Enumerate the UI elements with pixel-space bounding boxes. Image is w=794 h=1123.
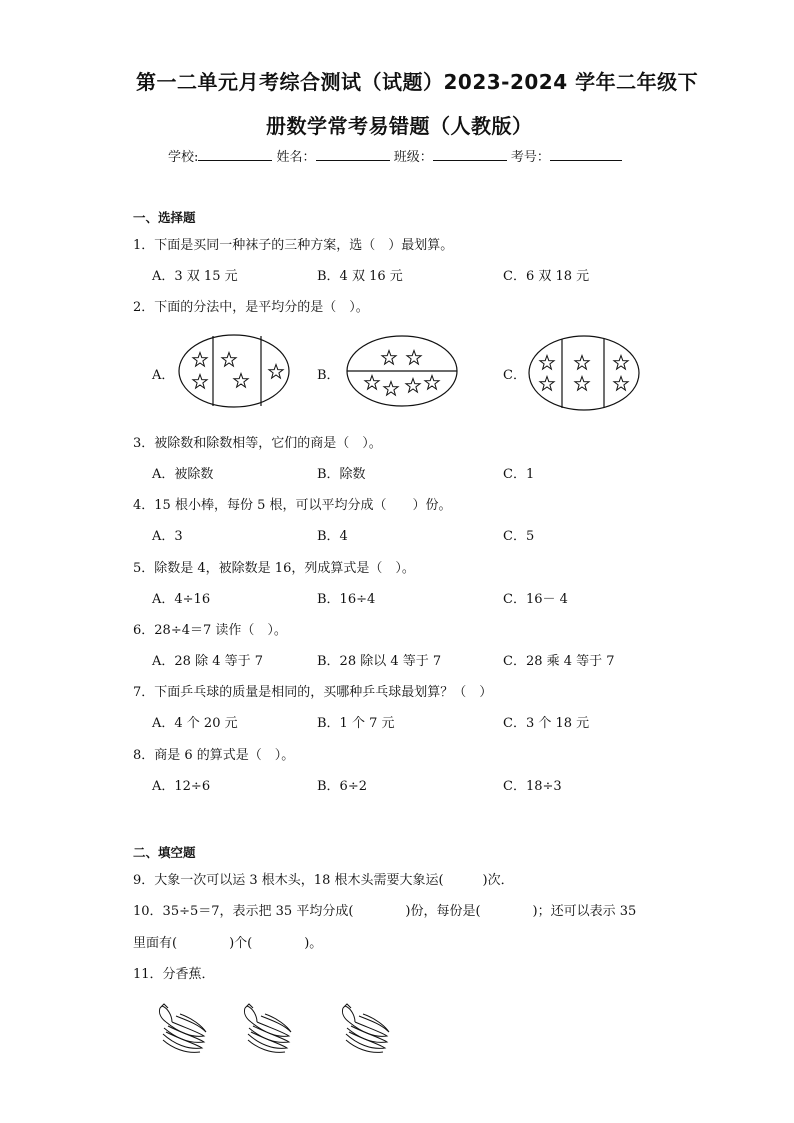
q4-option-a[interactable]: A．3 xyxy=(152,529,183,544)
question-8: 8．商是 6 的算式是（ ）。 xyxy=(133,748,295,763)
name-label: 姓名： xyxy=(276,150,316,165)
question-1: 1．下面是买同一种袜子的三种方案，选（ ）最划算。 xyxy=(133,238,454,253)
q6-option-c[interactable]: C．28 乘 4 等于 7 xyxy=(503,654,615,669)
question-9: 9．大象一次可以运 3 根木头，18 根木头需要大象运( )次． xyxy=(133,873,514,888)
section-heading-choice: 一、选择题 xyxy=(133,210,196,225)
banana-bunch-icon xyxy=(159,1004,206,1052)
question-2: 2．下面的分法中，是平均分的是（ ）。 xyxy=(133,300,369,315)
q3-option-a[interactable]: A．被除数 xyxy=(152,467,214,482)
q7-option-c[interactable]: C．3 个 18 元 xyxy=(503,716,590,731)
question-3: 3．被除数和除数相等，它们的商是（ ）。 xyxy=(133,436,382,451)
q8-option-a[interactable]: A．12÷6 xyxy=(152,779,211,794)
q6-option-a[interactable]: A．28 除 4 等于 7 xyxy=(152,654,264,669)
q4-option-b[interactable]: B．4 xyxy=(317,529,348,544)
question-10-line2: 里面有( )个( )。 xyxy=(133,936,323,951)
page-title-line1: 第一二单元月考综合测试（试题）2023-2024 学年二年级下 xyxy=(136,70,699,94)
q6-option-b[interactable]: B．28 除以 4 等于 7 xyxy=(317,654,442,669)
exam-no-label: 考号： xyxy=(510,150,550,165)
question-7: 7．下面乒乓球的质量是相同的，买哪种乒乓球最划算？（ ） xyxy=(133,685,493,700)
q4-option-c[interactable]: C．5 xyxy=(503,529,535,544)
q2-option-a[interactable]: A． xyxy=(152,368,175,383)
q8-option-b[interactable]: B．6÷2 xyxy=(317,779,367,794)
question-6: 6．28÷4＝7 读作（ ）。 xyxy=(133,623,287,638)
q3-option-c[interactable]: C．1 xyxy=(503,467,535,482)
q2-option-c[interactable]: C． xyxy=(503,368,526,383)
banana-bunch-icon xyxy=(342,1004,389,1052)
q8-option-c[interactable]: C．18÷3 xyxy=(503,779,562,794)
q3-option-b[interactable]: B．除数 xyxy=(317,467,366,482)
q2-option-b[interactable]: B． xyxy=(317,368,340,383)
question-11: 11．分香蕉． xyxy=(133,967,215,982)
q7-option-b[interactable]: B．1 个 7 元 xyxy=(317,716,395,731)
q1-option-c[interactable]: C．6 双 18 元 xyxy=(503,269,590,284)
class-label: 班级： xyxy=(393,150,433,165)
section-heading-fill-in: 二、填空题 xyxy=(133,845,196,860)
q5-option-c[interactable]: C．16－ 4 xyxy=(503,592,568,607)
school-label: 学校: xyxy=(168,150,199,165)
q5-option-a[interactable]: A．4÷16 xyxy=(152,592,211,607)
q1-option-b[interactable]: B．4 双 16 元 xyxy=(317,269,403,284)
q5-option-b[interactable]: B．16÷4 xyxy=(317,592,376,607)
question-5: 5．除数是 4，被除数是 16，列成算式是（ ）。 xyxy=(133,561,415,576)
q1-option-a[interactable]: A．3 双 15 元 xyxy=(152,269,238,284)
question-4: 4．15 根小棒，每份 5 根，可以平均分成（ ）份。 xyxy=(133,498,452,513)
question-10-line1: 10．35÷5＝7，表示把 35 平均分成( )份，每份是( )；还可以表示 35 xyxy=(133,904,637,919)
page-title-line2: 册数学常考易错题（人教版） xyxy=(266,114,533,138)
q7-option-a[interactable]: A．4 个 20 元 xyxy=(152,716,238,731)
banana-bunch-icon xyxy=(244,1004,291,1052)
